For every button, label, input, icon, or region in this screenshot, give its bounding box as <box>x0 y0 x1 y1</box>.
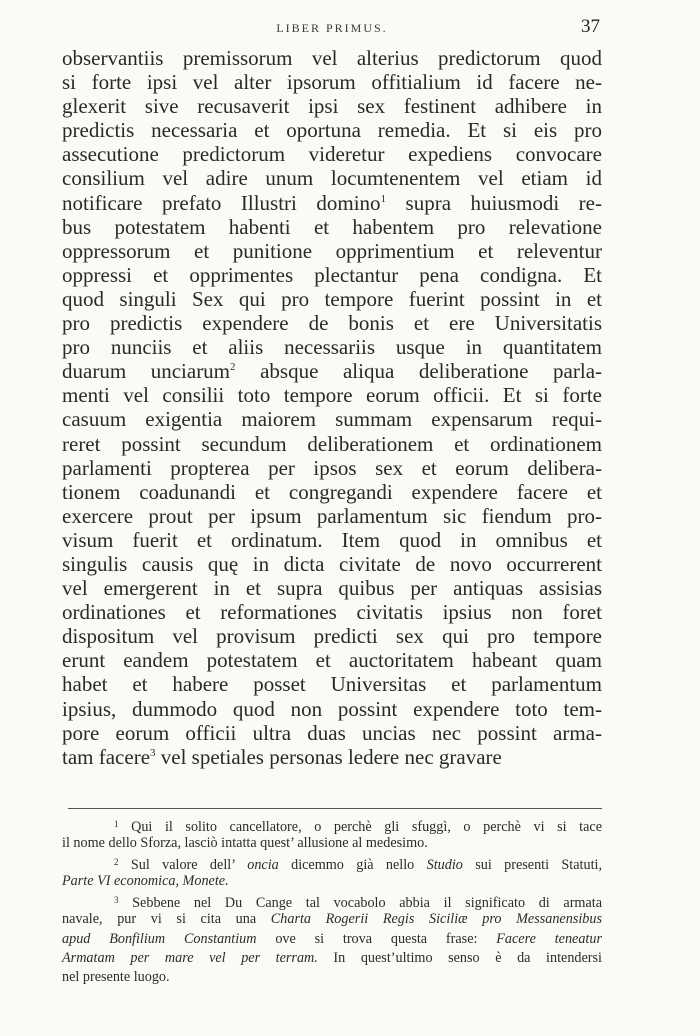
body-line: visum fuerit et ordinatum. Item quod in omnibus et <box>62 527 602 552</box>
body-line: consilium vel adire unum locumtenentem vel etiam id <box>62 166 602 191</box>
body-line: pro predictis expendere de bonis et ere Universitatis <box>62 311 602 336</box>
body-line: menti vel consilii toto tempore eorum officii. Et si forte <box>62 383 602 408</box>
footnote-reference: 2 <box>230 361 236 374</box>
body-line: reret possint secundum deliberationem et ordinationem <box>62 431 602 456</box>
body-line: singulis causis quę in dicta civitate de novo occurrerent <box>62 551 602 576</box>
footnote-line: navale, pur vi si cita una Charta Rogerii Regis Siciliæ pro Messanensibus <box>62 911 602 928</box>
body-line: observantiis premissorum vel alterius predictorum quod <box>62 46 602 70</box>
body-line: oppressorum et punitione opprimentium et releventur <box>62 238 602 263</box>
footnote-line: $^3$ Sebbene nel Du Cange tal vocabolo abbia il significato di armata <box>114 895 602 912</box>
body-line: exercere prout per ipsum parlamentum sic fiendum pro- <box>62 503 602 528</box>
running-title: LIBER PRIMUS. <box>276 21 388 35</box>
body-line: parlamenti propterea per ipsos sex et eorum delibera- <box>62 455 602 480</box>
footnote-line: Parte VI economica, Monete. <box>62 873 229 890</box>
footnotes <box>62 815 602 987</box>
footnote-line: $^1$ Qui il solito cancellatore, o perchè gli sfuggì, o perchè vi si tace <box>114 819 603 835</box>
footnote-reference: 3 <box>150 746 156 759</box>
body-line: dispositum vel provisum predicti sex qui pro tempore <box>62 624 602 649</box>
footnote-line: Armatam per mare vel per terram. In quest’ultimo senso è da intendersi <box>62 949 602 966</box>
body-line: glexerit sive recusaverit ipsi sex festinent adhibere in <box>62 94 602 119</box>
body-line: bus potestatem habenti et habentem pro relevatione <box>62 214 602 239</box>
footnote-marker: 1 <box>114 819 119 829</box>
body-line: tam facere$^3$ vel spetiales personas ledere nec gravare <box>62 744 502 769</box>
page-header <box>62 14 602 40</box>
body-line: pro nunciis et aliis necessariis usque in quantitatem <box>62 335 602 360</box>
body-text <box>62 46 602 769</box>
footnote-reference: 1 <box>380 192 387 205</box>
page-number: 37 <box>581 16 600 37</box>
footnote-line: nel presente luogo. <box>62 968 170 985</box>
body-line: pore eorum officii ultra duas uncias nec possint arma- <box>62 720 602 745</box>
footnote-marker: 3 <box>114 895 119 906</box>
body-line: duarum unciarum$^2$ absque aliqua deliberatione parla- <box>62 359 603 384</box>
body-line: tionem coadunandi et congregandi expendere facere et <box>62 479 602 504</box>
body-line: notificare prefato Illustri domino$^1$ supra huiusmodi re- <box>62 190 602 215</box>
body-line: ipsius, dummodo quod non possint expendere toto tem- <box>62 696 602 721</box>
footnote-marker: 2 <box>114 857 119 868</box>
body-line: habet et habere posset Universitas et parlamentum <box>62 672 602 697</box>
body-line: quod singuli Sex qui pro tempore fuerint possint in et <box>62 286 602 311</box>
body-line: predictis necessaria et oportuna remedia. Et si eis pro <box>62 118 602 143</box>
footnote-line: apud Bonfilium Constantium ove si trova questa frase: Facere teneatur <box>62 930 602 947</box>
body-line: si forte ipsi vel alter ipsorum offitialium id facere ne- <box>62 70 602 95</box>
body-line: assecutione predictorum videretur expediens convocare <box>62 142 602 167</box>
body-line: casuum exigentia maiorem summam expensarum requi- <box>62 407 602 432</box>
body-line: vel emergerent in et supra quibus per antiquas assisias <box>62 576 602 601</box>
body-line: ordinationes et reformationes civitatis ipsius non foret <box>62 600 602 625</box>
footnote-rule <box>68 808 602 809</box>
footnote-line: $^2$ Sul valore dell’ oncia dicemmo già nello Studio sui presenti Statuti, <box>114 857 603 874</box>
body-line: erunt eandem potestatem et auctoritatem habeant quam <box>62 648 602 673</box>
body-line: oppressi et opprimentes plectantur pena condigna. Et <box>62 262 602 287</box>
footnote-line: il nome dello Sforza, lasciò intatta quest’ allusione al medesimo. <box>62 835 428 852</box>
